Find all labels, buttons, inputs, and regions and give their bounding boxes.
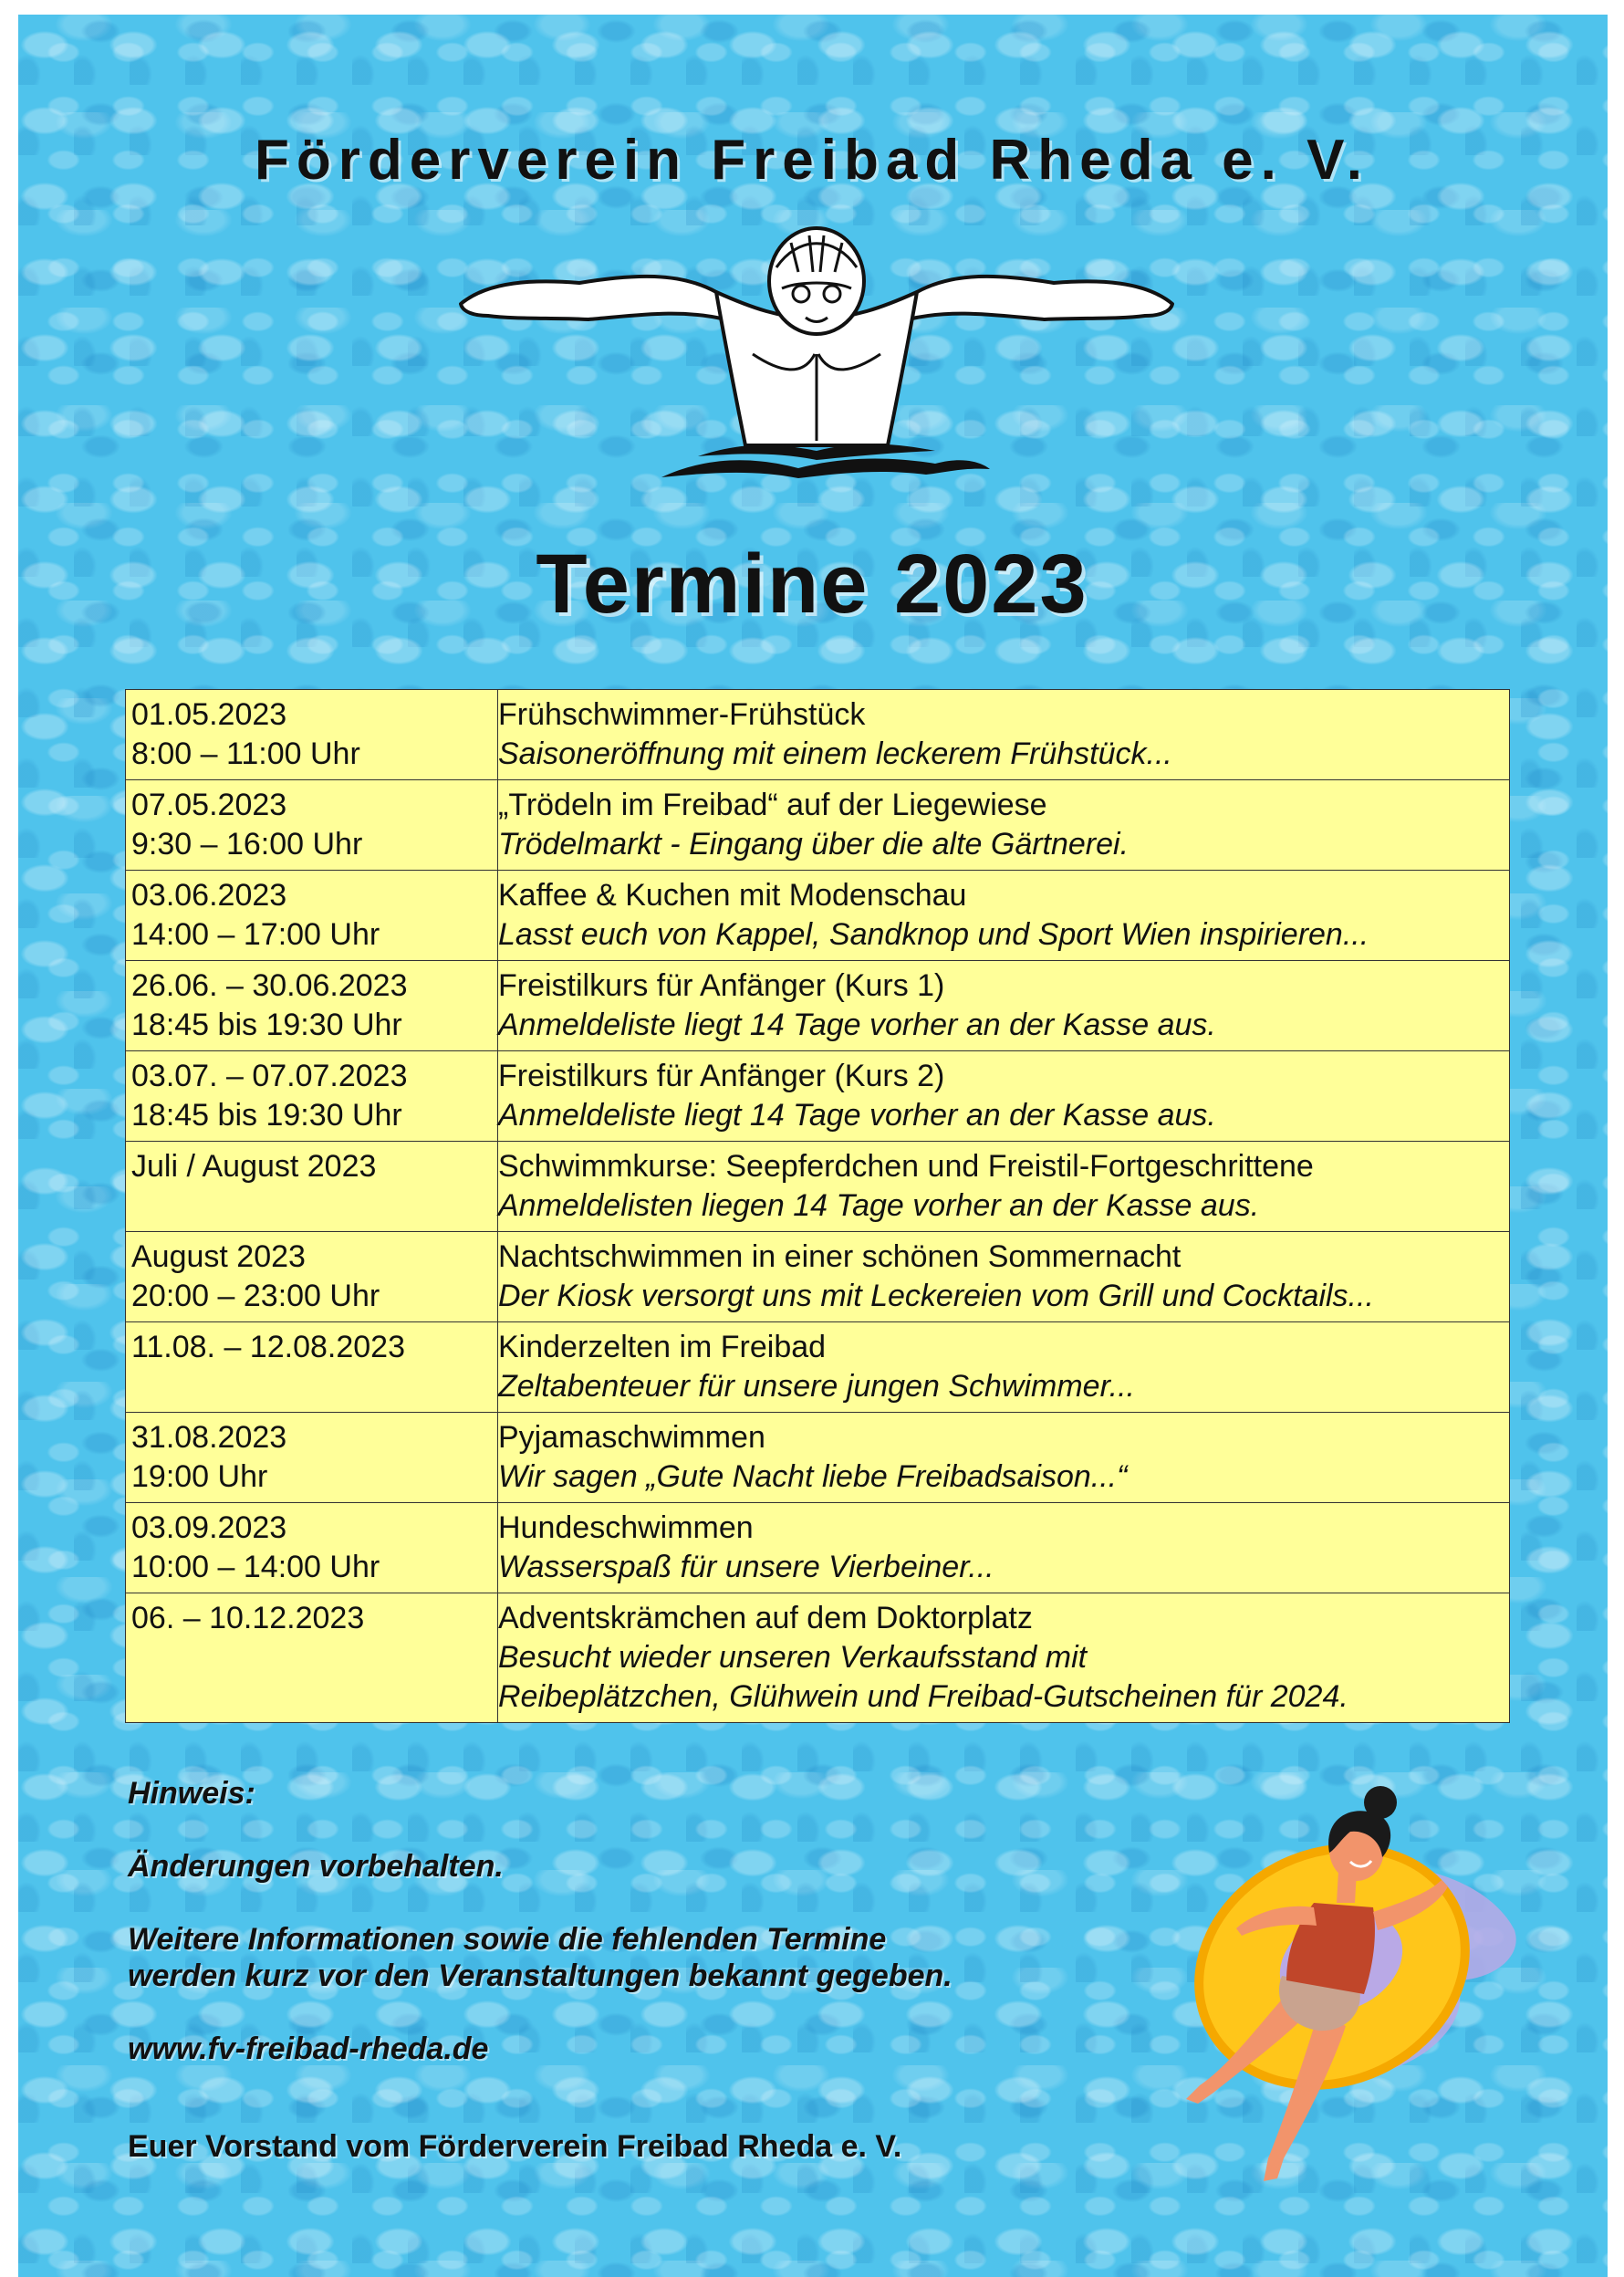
event-time: 9:30 – 16:00 Uhr [131,827,363,862]
event-info-cell [498,780,1510,871]
event-date-cell [126,1593,498,1723]
event-date: 03.07. – 07.07.2023 [131,1059,408,1093]
event-name: Adventskrämchen auf dem Doktorplatz [498,1601,1033,1635]
event-date-cell [126,1413,498,1503]
notes-info-line: Weitere Informationen sowie die fehlenden Termine [128,1922,887,1957]
event-name: „Trödeln im Freibad“ auf der Liegewiese [498,788,1047,822]
event-name: Schwimmkurse: Seepferdchen und Freistil-Fortgeschrittene [498,1149,1314,1184]
event-info-cell [498,690,1510,780]
club-name: Förderverein Freibad Rheda e. V. [255,129,1369,192]
table-row [126,1322,1510,1413]
event-info-cell [498,1503,1510,1593]
event-info-cell [498,961,1510,1051]
table-row [126,1593,1510,1723]
events-table [125,689,1510,1723]
event-time: 20:00 – 23:00 Uhr [131,1279,380,1313]
event-description: Lasst euch von Kappel, Sandknop und Sport Wien inspirieren... [498,917,1369,952]
event-date: August 2023 [131,1239,306,1274]
event-description: Zeltabenteuer für unsere jungen Schwimmer... [498,1369,1135,1404]
event-date-cell [126,1503,498,1593]
event-time: 14:00 – 17:00 Uhr [131,917,380,952]
event-info-cell [498,1232,1510,1322]
event-date-cell [126,1232,498,1322]
table-row [126,961,1510,1051]
event-date: 07.05.2023 [131,788,287,822]
table-row [126,1142,1510,1232]
event-info-cell [498,1051,1510,1142]
table-row [126,871,1510,961]
event-name: Pyjamaschwimmen [498,1420,765,1455]
event-time: 18:45 bis 19:30 Uhr [131,1008,402,1042]
event-description: Saisoneröffnung mit einem leckerem Frühstück... [498,736,1172,771]
event-info-cell [498,1142,1510,1232]
notes-changes: Änderungen vorbehalten. [128,1849,504,1884]
page-title: Termine 2023 [536,538,1088,631]
event-date-cell [126,1322,498,1413]
butterfly-swimmer-logo [452,217,1182,491]
event-date: 01.05.2023 [131,697,287,732]
event-date-cell [126,961,498,1051]
event-description: Anmeldeliste liegt 14 Tage vorher an der Kasse aus. [498,1008,1216,1042]
notes-section [128,1775,1131,2067]
event-name: Kinderzelten im Freibad [498,1330,827,1364]
event-info-cell [498,1413,1510,1503]
table-row [126,690,1510,780]
event-date-cell [126,1051,498,1142]
woman-on-swim-ring-illustration [1090,1766,1528,2195]
event-time: 19:00 Uhr [131,1459,268,1494]
event-description: Wir sagen „Gute Nacht liebe Freibadsaison...“ [498,1459,1128,1494]
table-row [126,1503,1510,1593]
event-date-cell [126,780,498,871]
event-description: Trödelmarkt - Eingang über die alte Gärtnerei. [498,827,1130,862]
website-link[interactable]: www.fv-freibad-rheda.de [128,2032,489,2066]
event-description: Besucht wieder unseren Verkaufsstand mit [498,1640,1088,1675]
table-row [126,780,1510,871]
event-date-cell [126,871,498,961]
event-description: Der Kiosk versorgt uns mit Leckereien vom Grill und Cocktails... [498,1279,1374,1313]
event-description: Anmeldeliste liegt 14 Tage vorher an der Kasse aus. [498,1098,1216,1133]
table-row [126,1232,1510,1322]
event-info-cell [498,1322,1510,1413]
notes-info-line: werden kurz vor den Veranstaltungen bekannt gegeben. [128,1958,953,1993]
notes-heading: Hinweis: [128,1776,255,1811]
event-name: Hundeschwimmen [498,1510,754,1545]
event-info-cell [498,1593,1510,1723]
event-date: 03.09.2023 [131,1510,287,1545]
event-info-cell [498,871,1510,961]
signoff: Euer Vorstand vom Förderverein Freibad Rheda e. V. [128,2129,902,2164]
event-date: 26.06. – 30.06.2023 [131,968,408,1003]
event-name: Frühschwimmer-Frühstück [498,697,866,732]
event-description: Anmeldelisten liegen 14 Tage vorher an der Kasse aus. [498,1188,1260,1223]
event-name: Freistilkurs für Anfänger (Kurs 1) [498,968,945,1003]
event-date: 06. – 10.12.2023 [131,1601,365,1635]
event-description: Wasserspaß für unsere Vierbeiner... [498,1550,994,1584]
table-row [126,1051,1510,1142]
event-time: 10:00 – 14:00 Uhr [131,1550,380,1584]
event-name: Freistilkurs für Anfänger (Kurs 2) [498,1059,945,1093]
event-date: 11.08. – 12.08.2023 [131,1330,405,1364]
event-name: Nachtschwimmen in einer schönen Sommernacht [498,1239,1182,1274]
event-date: 03.06.2023 [131,878,287,913]
event-date: 31.08.2023 [131,1420,287,1455]
event-time: 8:00 – 11:00 Uhr [131,736,360,771]
table-row [126,1413,1510,1503]
event-date-cell [126,1142,498,1232]
event-description: Reibeplätzchen, Glühwein und Freibad-Gutscheinen für 2024. [498,1679,1348,1714]
event-name: Kaffee & Kuchen mit Modenschau [498,878,967,913]
event-date-cell [126,690,498,780]
event-time: 18:45 bis 19:30 Uhr [131,1098,402,1133]
event-date: Juli / August 2023 [131,1149,377,1184]
